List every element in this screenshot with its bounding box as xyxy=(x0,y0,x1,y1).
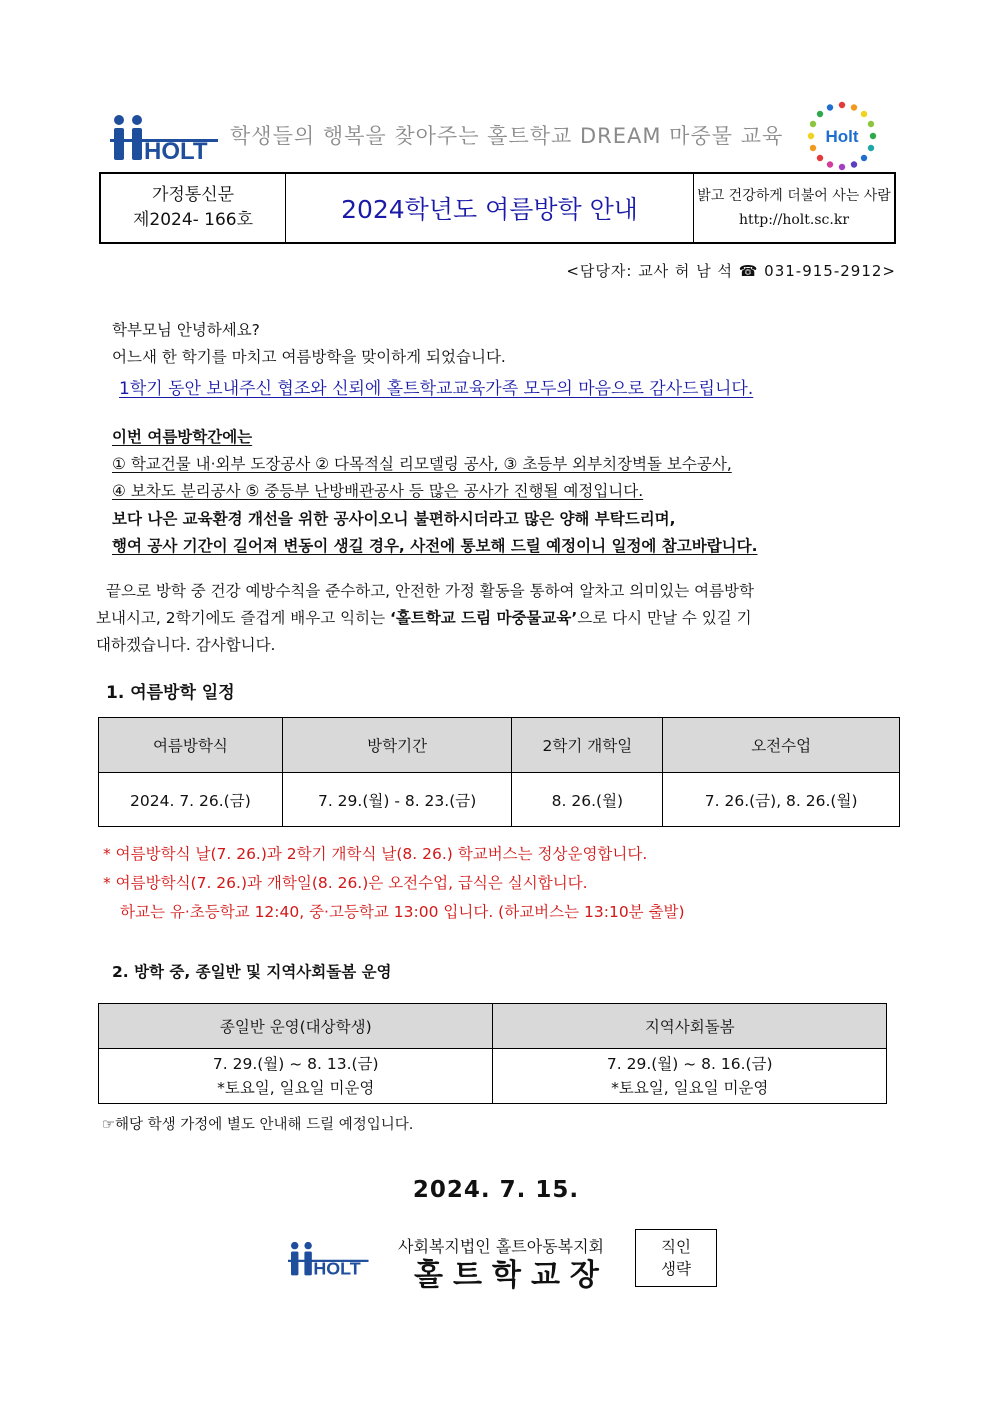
greeting-line-2: 어느새 한 학기를 마치고 여름방학을 맞이하게 되었습니다. xyxy=(112,348,506,366)
logo-text: HOLT xyxy=(313,1258,361,1279)
table-cell: 8. 26.(월) xyxy=(512,773,663,827)
table-header-row xyxy=(99,1004,887,1049)
table-cell: 2024. 7. 26.(금) xyxy=(99,773,283,827)
thanks-line: 1학기 동안 보내주신 협조와 신뢰에 홀트학교교육가족 모두의 마음으로 감사드립니다. xyxy=(119,379,754,399)
school-motto: 밝고 건강하게 더불어 사는 사람 xyxy=(697,188,891,204)
seal-box xyxy=(635,1229,717,1287)
closing-text-a: 보내시고, 2학기에도 즐겁게 배우고 익히는 xyxy=(96,609,390,627)
closing-line-2 xyxy=(96,606,752,631)
table-cell xyxy=(493,1049,887,1104)
care-period: 7. 29.(월) ~ 8. 13.(금) xyxy=(212,1055,379,1073)
greeting-line-1: 학부모님 안녕하세요? xyxy=(112,321,260,339)
bus-note: * 여름방학식 날(7. 26.)과 2학기 개학식 날(8. 26.) 학교버스는 정상운영합니다. xyxy=(103,845,648,863)
care-remark: *토요일, 일요일 미운영 xyxy=(611,1079,769,1097)
doc-id-cell xyxy=(101,174,286,242)
construction-intro: 이번 여름방학간에는 xyxy=(112,428,253,446)
holt-logo-icon xyxy=(110,112,220,164)
seal-line-2: 생략 xyxy=(661,1260,691,1278)
holt-badge-icon xyxy=(806,100,878,172)
header-cell: 2학기 개학일 xyxy=(512,718,663,773)
school-url[interactable]: http://holt.sc.kr xyxy=(738,212,850,228)
header-cell: 지역사회돌봄 xyxy=(493,1004,887,1049)
construction-line-2: ④ 보차도 분리공사 ⑤ 중등부 난방배관공사 등 많은 공사가 진행될 예정입니다. xyxy=(112,482,644,500)
table-row xyxy=(99,773,900,827)
motto-cell xyxy=(694,174,894,242)
care-period: 7. 29.(월) ~ 8. 16.(금) xyxy=(606,1055,773,1073)
document-header xyxy=(99,172,896,244)
table-cell: 7. 26.(금), 8. 26.(월) xyxy=(663,773,900,827)
construction-line-4: 행여 공사 기간이 길어져 변동이 생길 경우, 사전에 통보해 드릴 예정이니 일정에 참고바랍니다. xyxy=(112,537,758,555)
closing-line-3: 대하겠습니다. 감사합니다. xyxy=(96,636,276,654)
construction-line-3: 보다 나은 교육환경 개선을 위한 공사이오니 불편하시더라고 많은 양해 부탁드리며, xyxy=(112,510,676,528)
table-row xyxy=(99,1049,887,1104)
closing-program-name: ‘홀트학교 드림 마중물교육’ xyxy=(389,609,578,627)
dismissal-note: 하교는 유·초등학교 12:40, 중·고등학교 13:00 입니다. (하교버스는 13:10분 출발) xyxy=(120,903,685,921)
page-title: 2024학년도 여름방학 안내 xyxy=(286,174,694,242)
section2-heading: 2. 방학 중, 종일반 및 지역사회돌봄 운영 xyxy=(112,963,392,981)
closing-text-c: 으로 다시 만날 수 있길 기 xyxy=(577,609,752,627)
table-header-row xyxy=(99,718,900,773)
header-cell: 오전수업 xyxy=(663,718,900,773)
issue-date: 2024. 7. 15. xyxy=(412,1177,580,1203)
care-remark: *토요일, 일요일 미운영 xyxy=(217,1079,375,1097)
table-cell xyxy=(99,1049,493,1104)
lunch-note: * 여름방학식(7. 26.)과 개학일(8. 26.)은 오전수업, 급식은 실시합니다. xyxy=(103,874,588,892)
care-program-table xyxy=(98,1003,887,1104)
contact-line: <담당자: 교사 허 남 석 ☎ 031-915-2912> xyxy=(566,262,896,280)
holt-logo-icon xyxy=(288,1238,370,1280)
vacation-schedule-table xyxy=(98,717,900,827)
doc-type: 가정통신문 xyxy=(151,185,235,205)
construction-line-1: ① 학교건물 내·외부 도장공사 ② 다목적실 리모델링 공사, ③ 초등부 외부치장벽돌 보수공사, xyxy=(112,455,732,473)
badge-text: Holt xyxy=(825,127,859,146)
header-cell: 종일반 운영(대상학생) xyxy=(99,1004,493,1049)
doc-number: 제2024- 166호 xyxy=(132,210,254,230)
slogan: 학생들의 행복을 찾아주는 홀트학교 DREAM 마중물 교육 xyxy=(230,124,784,148)
header-cell: 방학기간 xyxy=(282,718,512,773)
organization-name: 사회복지법인 홀트아동복지회 xyxy=(398,1237,605,1256)
seal-line-1: 직인 xyxy=(661,1238,691,1256)
section1-heading: 1. 여름방학 일정 xyxy=(106,683,235,703)
logo-text: HOLT xyxy=(144,138,208,164)
table-cell: 7. 29.(월) - 8. 23.(금) xyxy=(282,773,512,827)
care-footnote: ☞해당 학생 가정에 별도 안내해 드릴 예정입니다. xyxy=(102,1117,414,1133)
header-cell: 여름방학식 xyxy=(99,718,283,773)
principal-title: 홀트학교장 xyxy=(414,1258,609,1293)
closing-line-1: 끝으로 방학 중 건강 예방수칙을 준수하고, 안전한 가정 활동을 통하여 알차고 의미있는 여름방학 xyxy=(106,582,755,600)
